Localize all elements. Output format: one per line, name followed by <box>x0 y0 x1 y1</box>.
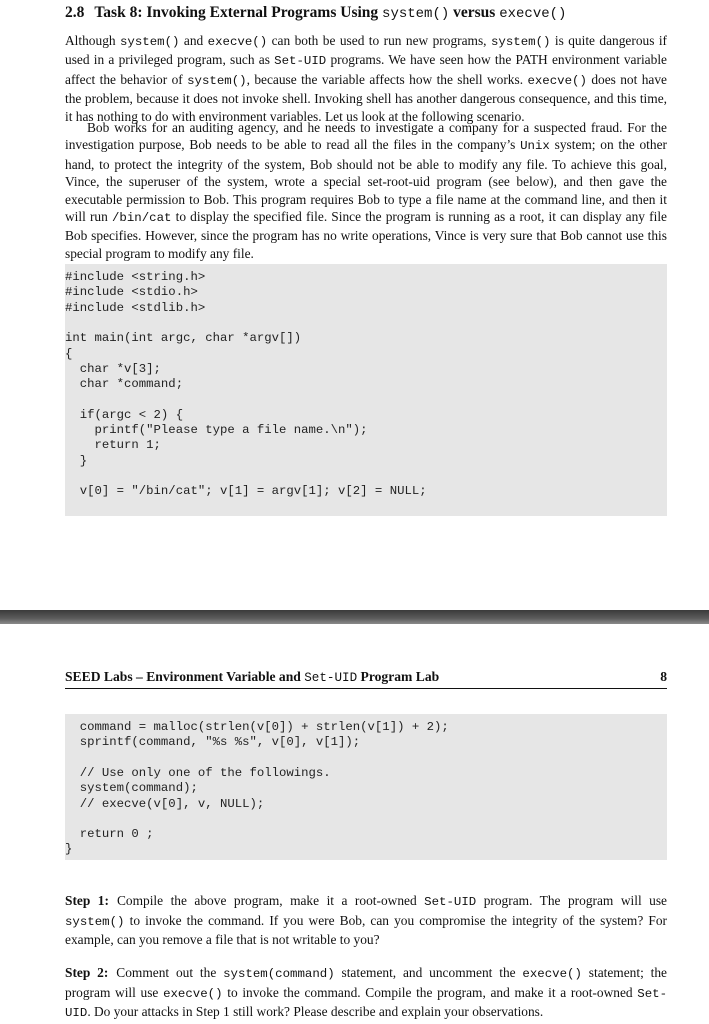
scenario-paragraph: Bob works for an auditing agency, and he needs to investigate a company for a suspected fraud. For the investigation purpose, Bob needs to be able to read all the files in the company’s Unix system; on the other hand, to protect the integrity of the system, Bob should not be able to modify any file. To achieve this goal, Vince, the superuser of the system, wrote a special set-root-uid program (see below), and then gave the executable permission to Bob. This program requires Bob to type a file name at the command line, and then it will run /bin/cat to display the specified file. Since the program is running as a root, it can display any file Bob specifies. However, since the program has no write operations, Vince is very sure that Bob cannot use this special program to modify any file. <box>65 120 667 261</box>
code-line: { <box>65 346 73 361</box>
intro-paragraph: Although system() and execve() can both be used to run new programs, system() is quite dangerous if used in a privileged program, such as Set-UID programs. We have seen how the PATH environment variable affect the behavior of system(), because the variable affects how the shell works. execve() does not have the problem, because it does not invoke shell. Invoking shell has another dangerous consequence, and this time, it has nothing to do with environment variables. Let us look at the following scenario. <box>65 33 668 124</box>
code-line: // Use only one of the followings. <box>65 765 331 780</box>
document-page-bottom <box>0 624 709 1024</box>
code-line: #include <stdio.h> <box>65 285 198 300</box>
section-title-code: system() <box>382 6 450 22</box>
step-2-text: Comment out the system(command) statement, and uncomment the execve() statement; the program will use execve() to invoke the command. Compile the program, and make it a root-owned Set-UID. Do your attacks in Step 1 still work? Please describe and explain your observations. <box>65 965 668 1021</box>
code-listing-part-1 <box>65 264 667 516</box>
running-header <box>65 668 667 689</box>
section-title-part: Task 8: Invoking External Programs Using <box>94 4 383 21</box>
code-line: char *v[3]; <box>65 361 161 376</box>
code-line: char *command; <box>65 377 184 392</box>
inline-code: Set-UID <box>274 54 327 69</box>
code-line: sprintf(command, "%s %s", v[0], v[1]); <box>65 735 361 750</box>
inline-code: system() <box>65 914 125 929</box>
inline-code: execve() <box>522 967 582 981</box>
step-1-text: Compile the above program, make it a root-owned Set-UID program. The program will use system() to invoke the command. If you were Bob, can you compromise the integrity of the system? For example, can you remove a file that is not writable to you? <box>65 893 667 948</box>
code-line: return 0 ; <box>65 827 154 842</box>
code-line: system(command); <box>65 781 198 796</box>
inline-code: Unix <box>520 139 550 154</box>
page-number: 8 <box>660 669 667 684</box>
code-line: v[0] = "/bin/cat"; v[1] = argv[1]; v[2] = NULL; <box>65 484 427 499</box>
running-header-title: SEED Labs – Environment Variable and Set-UID Program Lab <box>65 669 440 685</box>
code-line: int main(int argc, char *argv[]) <box>65 331 302 346</box>
section-title-code: execve() <box>499 6 567 22</box>
inline-code: system() <box>490 35 551 49</box>
step-1-label: Step 1: <box>65 893 109 908</box>
section-title-part: versus <box>449 4 500 21</box>
inline-code: Set-UID <box>65 986 668 1021</box>
code-line: printf("Please type a file name.\n"); <box>65 423 368 437</box>
inline-code: execve() <box>163 986 223 1001</box>
code-line: if(argc < 2) { <box>65 407 184 422</box>
step-1-paragraph <box>65 892 667 949</box>
code-line: } <box>65 842 73 857</box>
step-2-label: Step 2: <box>65 965 109 980</box>
code-line: #include <stdlib.h> <box>65 300 206 315</box>
inline-code: system() <box>187 73 247 88</box>
section-number: 2.8 <box>65 4 85 21</box>
step-2-paragraph <box>65 964 667 1023</box>
inline-code: system() <box>120 35 180 49</box>
page-break-separator <box>0 610 709 624</box>
inline-code: Set-UID <box>424 895 477 909</box>
inline-code: /bin/cat <box>111 211 172 226</box>
inline-code: execve() <box>207 35 268 49</box>
code-line: command = malloc(strlen(v[0]) + strlen(v[1]) + 2); <box>65 720 449 734</box>
code-line: // execve(v[0], v, NULL); <box>65 796 265 811</box>
code-listing-part-2 <box>65 714 667 860</box>
section-heading <box>65 4 566 22</box>
code-line: return 1; <box>65 438 161 453</box>
inline-code: system(command) <box>223 967 335 981</box>
inline-code: execve() <box>527 73 587 88</box>
code-line: #include <string.h> <box>65 270 206 284</box>
code-line: } <box>65 453 88 468</box>
